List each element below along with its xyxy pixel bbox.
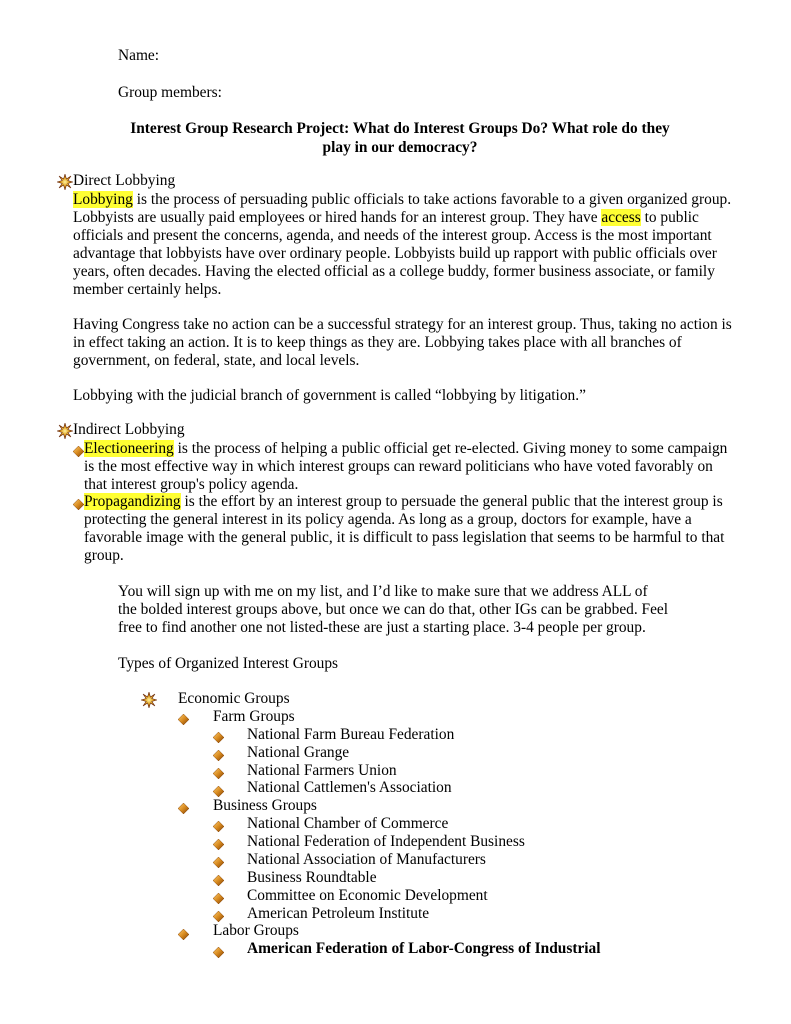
direct-lobbying-paragraph-2: Having Congress take no action can be a successful strategy for an interest group. Thus, taking no action is in effect taking an action. It is to keep things as they are. Lobbying takes place with all branches of government, on federal, state, and local levels. (73, 316, 732, 369)
business-groups-label: Business Groups (213, 797, 317, 814)
electioneering-item: Electioneering is the process of helping a public official get re-elected. Giving money to some campaign is the most effective way in which interest groups can reward politicians who have voted favorably on that interest group's policy agenda. (84, 440, 728, 493)
page-title (110, 120, 690, 157)
title-line-2: play in our democracy? (322, 138, 478, 156)
list-item: American Federation of Labor-Congress of Industrial (247, 940, 601, 957)
farm-groups-label: Farm Groups (213, 708, 295, 725)
diamond-bullet-icon (213, 732, 224, 743)
list-item: Business Roundtable (247, 869, 377, 886)
diamond-bullet-icon (213, 750, 224, 761)
diamond-bullet-icon (213, 875, 224, 886)
list-item: National Grange (247, 744, 350, 761)
labor-groups-label: Labor Groups (213, 922, 299, 939)
list-item: National Farm Bureau Federation (247, 726, 455, 743)
diamond-bullet-icon (213, 768, 224, 779)
diamond-bullet-icon (213, 821, 224, 832)
diamond-bullet-icon (178, 803, 189, 814)
star-bullet-icon (141, 692, 157, 708)
diamond-bullet-icon (213, 786, 224, 797)
economic-groups-label: Economic Groups (178, 690, 290, 707)
star-bullet-icon (57, 423, 73, 439)
diamond-bullet-icon (73, 446, 84, 457)
diamond-bullet-icon (73, 499, 84, 510)
diamond-bullet-icon (213, 947, 224, 958)
list-item: National Association of Manufacturers (247, 851, 486, 868)
diamond-bullet-icon (213, 839, 224, 850)
electioneering-term: Electioneering (84, 440, 174, 457)
diamond-bullet-icon (213, 857, 224, 868)
group-members-label: Group members: (118, 84, 222, 101)
diamond-bullet-icon (213, 893, 224, 904)
direct-lobbying-paragraph-3: Lobbying with the judicial branch of government is called “lobbying by litigation.” (73, 387, 586, 404)
indirect-lobbying-heading: Indirect Lobbying (73, 421, 185, 438)
name-label: Name: (118, 47, 160, 64)
list-item: Committee on Economic Development (247, 887, 488, 904)
propagandizing-item: Propagandizing is the effort by an interest group to persuade the general public that the interest group is protecting the general interest in its policy agenda. As long as a group, doctors for example, have a favorable image with the general public, it is difficult to pass legislation that seems to be harmful to that group. (84, 493, 725, 564)
types-heading: Types of Organized Interest Groups (118, 655, 339, 672)
list-item: National Federation of Independent Business (247, 833, 525, 850)
lobbying-term: Lobbying (73, 191, 133, 208)
list-item: National Chamber of Commerce (247, 815, 449, 832)
list-item: American Petroleum Institute (247, 905, 430, 922)
diamond-bullet-icon (178, 714, 189, 725)
access-term: access (601, 209, 641, 226)
list-item: National Farmers Union (247, 762, 397, 779)
star-bullet-icon (57, 174, 73, 190)
direct-lobbying-heading: Direct Lobbying (73, 172, 176, 189)
propagandizing-term: Propagandizing (84, 493, 181, 510)
list-item: National Cattlemen's Association (247, 779, 452, 796)
instructions-paragraph: You will sign up with me on my list, and I’d like to make sure that we address ALL of the bolded interest groups above, but once we can do that, other IGs can be grabbed. Feel free to find another one not listed-these are just a starting place. 3-4 people per group. (118, 583, 669, 636)
diamond-bullet-icon (178, 929, 189, 940)
direct-lobbying-paragraph-1: Lobbying is the process of persuading public officials to take actions favorable to a given organized group. Lobbyists are usually paid employees or hired hands for an interest group. They have access to public officials and present the concerns, agenda, and needs of the interest group. Access is the most important advantage that lobbyists have over ordinary people. Lobbyists build up rapport with public officials over years, often decades. Having the elected official as a college buddy, former business associate, or family member certainly helps. (73, 191, 732, 298)
diamond-bullet-icon (213, 911, 224, 922)
title-line-1: Interest Group Research Project: What do Interest Groups Do? What role do they (130, 120, 670, 137)
